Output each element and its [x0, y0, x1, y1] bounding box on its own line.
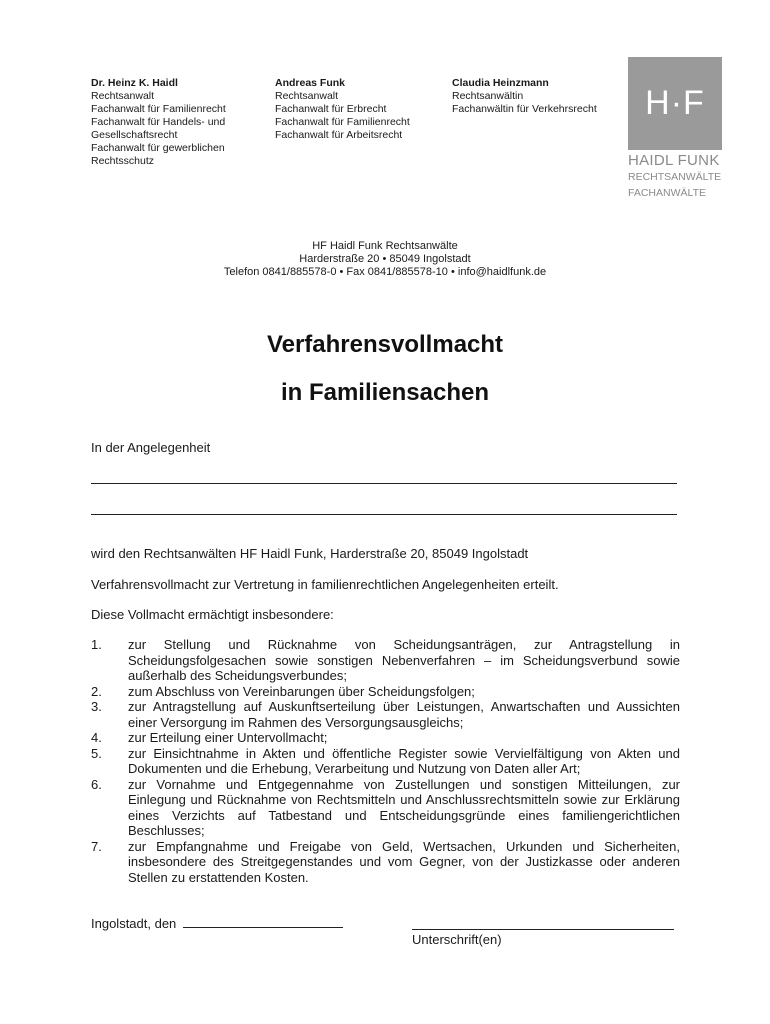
logo-subtitle: FACHANWÄLTE	[628, 187, 706, 199]
address-line: HF Haidl Funk Rechtsanwälte	[312, 240, 458, 252]
lawyer-column-funk	[275, 77, 410, 142]
list-number: 6.	[91, 776, 102, 792]
lawyer-specialty: Fachanwalt für Handels- und	[91, 116, 226, 128]
lawyer-specialty: Fachanwältin für Verkehrsrecht	[452, 103, 597, 115]
firm-logo	[628, 57, 722, 150]
logo-mark: H·F	[645, 84, 705, 122]
list-text: zur Einsichtnahme in Akten und öffentliche Register sowie Vervielfältigung von Akten und Dokumenten und die Erhebung, Verarbeitung und Nutzung von Daten aller Art;	[128, 745, 680, 776]
list-number: 1.	[91, 637, 102, 652]
lawyer-title: Rechtsanwalt	[275, 90, 339, 102]
lawyer-specialty: Fachanwalt für Erbrecht	[275, 103, 387, 115]
lawyer-specialty: Gesellschaftsrecht	[91, 129, 178, 141]
list-intro: Diese Vollmacht ermächtigt insbesondere:	[91, 607, 334, 622]
logo-firm-name: HAIDL FUNK	[628, 152, 720, 169]
signature-label: Unterschrift(en)	[412, 932, 502, 947]
lawyer-specialty: Rechtsschutz	[91, 155, 155, 167]
contact-line: Telefon 0841/885578-0 • Fax 0841/885578-10 • info@haidlfunk.de	[223, 266, 547, 278]
lawyer-column-haidl	[91, 77, 226, 168]
lawyer-specialty: Fachanwalt für Arbeitsrecht	[275, 129, 403, 141]
list-number: 5.	[91, 745, 102, 761]
address-line: Harderstraße 20 • 85049 Ingolstadt	[299, 253, 471, 265]
list-text: zur Antragstellung auf Auskunftserteilung über Leistungen, Anwartschaften und Aussichten einer Versorgung im Rahmen des Versorgungsausgleichs;	[128, 699, 680, 730]
lawyer-name: Claudia Heinzmann	[452, 77, 549, 89]
list-item	[91, 777, 680, 839]
lawyer-name: Dr. Heinz K. Haidl	[91, 77, 178, 89]
list-item	[91, 637, 680, 684]
place-date-line	[91, 916, 343, 931]
purpose-text: Verfahrensvollmacht zur Vertretung in familienrechtlichen Angelegenheiten erteilt.	[91, 577, 559, 592]
list-number: 3.	[91, 699, 102, 714]
firm-address	[0, 240, 770, 279]
lawyer-title: Rechtsanwältin	[452, 90, 524, 102]
list-number: 2.	[91, 683, 102, 699]
list-item	[91, 684, 680, 700]
lawyer-column-heinzmann	[452, 77, 597, 116]
list-text: zur Vornahme und Entgegennahme von Zustellungen und sonstigen Mitteilungen, zur Einlegung und Rücknahme von Rechtsmitteln und Anschlussrechtsmitteln sowie zur Erklärung eines Verzichts auf Tatbestand und Entscheidungsgründe eines familiengerichtlichen Beschlusses;	[128, 776, 680, 838]
list-number: 7.	[91, 838, 102, 854]
list-text: zur Empfangnahme und Freigabe von Geld, Wertsachen, Urkunden und Sicherheiten, insbesondere des Streitgegenstandes und vom Gegner, von der Justizkasse oder anderen Stellen zu erstattenden Kosten.	[128, 838, 680, 885]
list-text: zur Stellung und Rücknahme von Scheidungsanträgen, zur Antragstellung in Scheidungsfolgesachen sowie sonstigen Nebenverfahren – im Scheidungsverbund sowie außerhalb des Scheidungsverbundes;	[128, 637, 680, 683]
matter-label: In der Angelegenheit	[91, 440, 211, 455]
list-item	[91, 730, 680, 746]
date-blank-field	[183, 916, 343, 928]
lawyer-specialty: Fachanwalt für Familienrecht	[91, 103, 226, 115]
lawyer-specialty: Fachanwalt für Familienrecht	[275, 116, 410, 128]
matter-blank-line	[91, 514, 677, 515]
list-item	[91, 699, 680, 730]
list-item	[91, 839, 680, 886]
authorization-list	[91, 637, 680, 885]
list-number: 4.	[91, 730, 102, 745]
lawyer-title: Rechtsanwalt	[91, 90, 155, 102]
granted-to-text: wird den Rechtsanwälten HF Haidl Funk, Harderstraße 20, 85049 Ingolstadt	[91, 546, 529, 561]
signature-blank-line	[412, 929, 674, 930]
matter-blank-line	[91, 483, 677, 484]
list-text: zur Erteilung einer Untervollmacht;	[128, 730, 328, 745]
document-subtitle: in Familiensachen	[280, 379, 490, 406]
document-title: Verfahrensvollmacht	[266, 331, 504, 358]
place-date-label: Ingolstadt, den	[91, 916, 177, 931]
lawyer-name: Andreas Funk	[275, 77, 346, 89]
logo-subtitle: RECHTSANWÄLTE	[628, 171, 722, 183]
lawyer-specialty: Fachanwalt für gewerblichen	[91, 142, 225, 154]
list-item	[91, 746, 680, 777]
list-text: zum Abschluss von Vereinbarungen über Scheidungsfolgen;	[128, 683, 475, 699]
